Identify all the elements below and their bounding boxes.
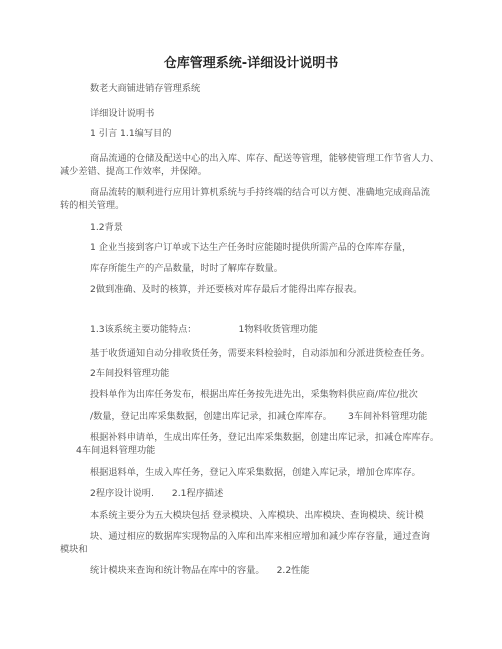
paragraph-text: 统计模块来查询和统计物品在库中的容量。 [90,565,265,576]
paragraph-line: 2做到准确、及时的核算，并还要核对库存最后才能得出库存报表。 [90,284,363,295]
paragraph-line-with-heading [90,411,427,423]
paragraph-line-with-heading [90,565,310,577]
paragraph-line: 根据退料单，生成入库任务，登记入库采集数据，创建入库记录，增加仓库库存。 [90,467,421,478]
paragraph-text: /数量，登记出库采集数据，创建出库记录，扣减仓库库存。 [90,411,332,422]
paragraph-line: 本系统主要分为五大模块包括 登录模块、入库模块、出库模块、查询模块、统计模 [90,510,424,521]
section-2-1-title: 2.1程序描述 [171,488,224,499]
section-1-3-title: 1.3该系统主要功能特点： [90,324,197,335]
feature-4-title: 4车间退料管理功能 [76,445,156,456]
feature-2-title: 2车间投料管理功能 [90,368,170,379]
paragraph-line: 基于收货通知自动分排收货任务，需要来料检验时，自动添加和分派进货检查任务。 [90,348,430,359]
feature-3-title: 3车间补料管理功能 [347,411,428,422]
paragraph-line: 投料单作为出库任务发布，根据出库任务按先进先出，采集物料供应商/库位/批次 [90,389,418,400]
section-2-heading [90,488,223,500]
paragraph-line: 转的相关管理。 [60,200,125,211]
paragraph-line: 根据补料申请单，生成出库任务，登记出库采集数据，创建出库记录，扣减仓库库存。 [90,432,440,443]
section-1-2-heading: 1.2背景 [90,222,123,233]
section-1-heading: 1 引言 1.1编写目的 [90,128,172,139]
section-1-3-heading [90,324,318,336]
paragraph-line: 1 企业当接到客户订单或下达生产任务时应能随时提供所需产品的仓库库存量， [90,242,412,253]
paragraph-line: 商品流通的仓储及配送中心的出入库、库存、配送等管理，能够使管理工作节省人力、 [90,153,440,164]
paragraph-line: 商品流转的顺利进行应用计算机系统与手持终端的结合可以方便、准确地完成商品流 [90,187,430,198]
doc-type-line: 详细设计说明书 [90,108,155,119]
paragraph-line: 库存所能生产的产品数量，时时了解库存数量。 [90,263,283,274]
paragraph-line: 模块和 [60,544,88,555]
document-title: 仓库管理系统-详细设计说明书 [163,56,339,71]
paragraph-line: 块、通过相应的数据库实现物品的入库和出库来相应增加和减少库存容量，通过查询 [90,531,430,542]
paragraph-line: 减少差错、提高工作效率，并保障。 [60,166,207,177]
system-name-line: 数老大商铺进销存管理系统 [90,83,201,94]
section-2-2-title: 2.2性能 [276,565,310,576]
section-2-title: 2程序设计说明. [90,488,154,499]
feature-1-title: 1物料收货管理功能 [238,324,318,335]
